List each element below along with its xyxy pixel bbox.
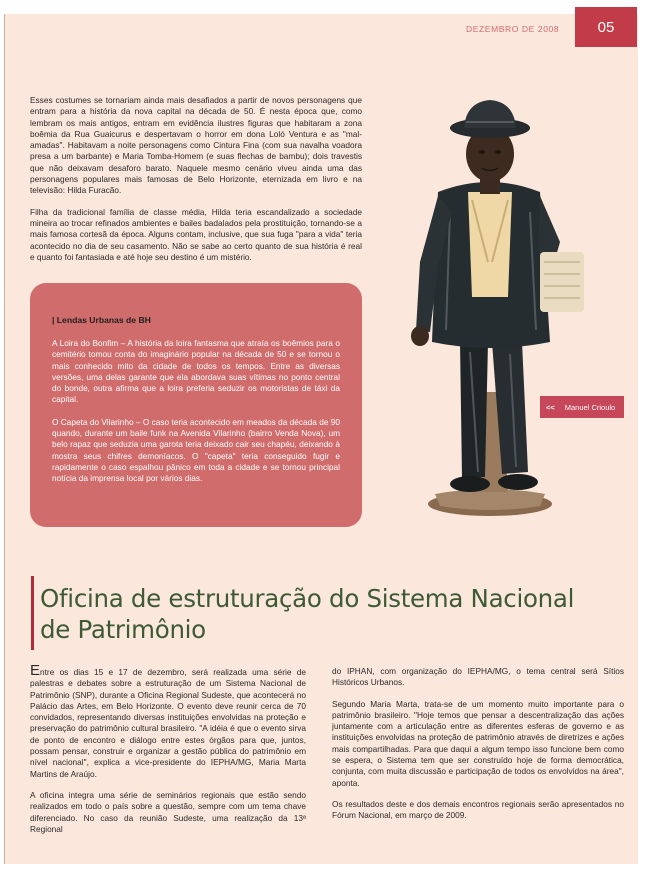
article-paragraph-2: A oficina integra uma série de seminários regionais que estão sendo realizados em todo o país sobre a questão, sempre com um tema chave diferenciado. No caso da reunião Sudeste, uma realização da 13ª Regional: [30, 789, 306, 834]
page-edge: [4, 14, 5, 864]
drop-cap: E: [30, 662, 41, 679]
article-paragraph-5: Os resultados deste e dos demais encontros regionais serão apresentados no Fórum Nacional, em março de 2009.: [332, 798, 624, 821]
statue-photo: [390, 92, 610, 524]
intro-paragraph-1: Esses costumes se tornariam ainda mais desafiados a partir de novos personagens que entram para a história da nova capital na década de 50. É nesta época que, como lembram os mais antigos, entram em evidência ilustres figuras que habitaram a zona boêmia da Rua Guaicurus e despertavam o horror em dona Loló Ventura e as "mal-amadas". Habitavam a noite personagens como Cintura Fina (com sua navalha voadora presa a um barbante) e Maria Tomba-Homem (e suas flechas de bambu); dois travestis que não deixavam desaforo barato. Naquele mesmo cenário viveu ainda uma das personagens populares mais famosas de Belo Horizonte, eternizada em livro e na televisão: Hilda Furacão.: [30, 95, 362, 196]
article-column-2: [332, 666, 624, 832]
sidebar-paragraph-2: O Capeta do Vilarinho – O caso teria acontecido em meados da década de 90 quando, durante um baile funk na Avenida Vilarinho (bairro Venda Nova), um belo rapaz que seduzia uma garota teria deixado cair seu chapéu, deixando à mostra seus chifres demoníacos. O "capeta" teria conseguido fugir e rapidamente o caso espalhou pânico em toda a cidade e se tornou principal notícia da imprensa local por vários dias.: [52, 416, 340, 484]
caption-arrows: <<: [546, 402, 555, 412]
sidebar-paragraph-1: A Loira do Bonfim – A história da loira fantasma que atraía os boêmios para o cemitério tomou conta do imaginário popular na década de 50 e se tornou o mais conhecido mito da cidade de todos os tempos. Entre as diversas versões, uma delas garante que ela abordava suas vítimas no ponto central do bonde, outra afirma que a loira preferia seduzir os motoristas de táxi da capital.: [52, 338, 340, 405]
photo-caption: [540, 396, 624, 418]
sidebar-title: | Lendas Urbanas de BH: [52, 315, 151, 325]
page-number: 05: [575, 7, 637, 47]
article-paragraph-4: Segundo Maria Marta, trata-se de um momento muito importante para o patrimônio brasileiro. "Hoje temos que pensar a descentralização das ações juntamente com a articulação entre as diferentes esferas de governo e as instituições envolvidas na proteção de patrimônio através de diretrizes e ações mais compartilhadas. Para que daqui a algum tempo isso funcione bem como se espera, o Sistema tem que ser construído hoje de forma democrática, conjunta, com muita discussão e participação de todos os envolvidos na área", aponta.: [332, 698, 624, 788]
intro-paragraph-2: Filha da tradicional família de classe média, Hilda teria escandalizado a sociedade mineira ao trocar refinados ambientes e bailes badalados pela prostituição, tornando-se a mais famosa cortesã da época. Alguns contam, inclusive, que sua fuga "para a vida" teria acontecido no dia de seu casamento. Não se sabe ao certo quanto de sua história é real e quanto foi fantasiada e até hoje seu destino é um mistério.: [30, 206, 362, 262]
caption-text: Manuel Crioulo: [564, 402, 616, 412]
article-title: Oficina de estruturação do Sistema Nacional de Patrimônio: [40, 584, 575, 644]
title-accent-bar: [31, 576, 34, 650]
article-paragraph-3: do IPHAN, com organização do IEPHA/MG, o tema central será Sítios Históricos Urbanos.: [332, 666, 624, 688]
article-column-1: [30, 662, 306, 845]
page-gutter: [638, 14, 648, 864]
issue-date: DEZEMBRO DE 2008: [466, 24, 560, 34]
statue-figure: [390, 92, 610, 524]
intro-column: [30, 95, 362, 273]
urban-legends-box: [30, 283, 362, 527]
article-paragraph-1: Entre os dias 15 e 17 de dezembro, será realizada uma série de palestras e debates sobre a estruturação de um Sistema Nacional de Patrimônio (SNP), durante a Oficina Regional Sudeste, que acontecerá no Palácio das Artes, em Belo Horizonte. O evento deve reunir cerca de 70 convidados, representando diversas instituições envolvidas na proteção e preservação do patrimônio cultural brasileiro. "A idéia é que o evento sirva de ponto de encontro e diálogo entre estes órgãos para que, juntos, possam pensar, construir e organizar a gestão pública do patrimônio em nível nacional", explica a vice-presidente do IEPHA/MG, Maria Marta Martins de Araújo.: [30, 662, 306, 779]
